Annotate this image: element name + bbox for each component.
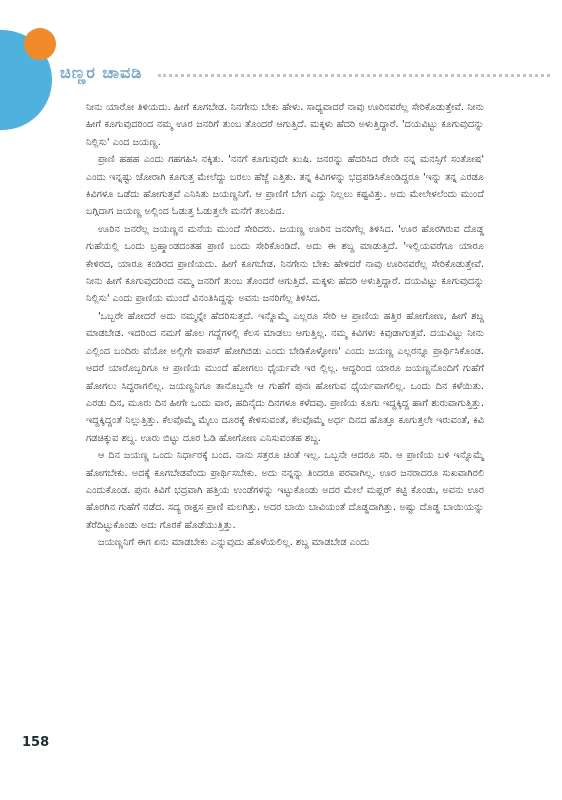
paragraph: ನೀನು ಯಾರೋ ತಿಳಿಯದು. ಹೀಗೆ ಕೂಗಬೇಡ. ನಿನಗೇನು ಬೇಕು ಹೇಳು. ಸಾಧ್ಯವಾದರೆ ನಾವು ಊರಿನವರೆಲ್ಲ ಸೇರಿಕೊಡುತ್ತೇವೆ. ನೀನು ಹೀಗೆ ಕೂಗುವುದರಿಂದ ನಮ್ಮ ಊರ ಜನರಿಗೆ ತುಂಬ ತೊಂದರೆ ಆಗುತ್ತಿದೆ. ಮಕ್ಕಳು ಹೆದರಿ ಅಳುತ್ತಿದ್ದಾರೆ. 'ದಯವಿಟ್ಟು ಕೂಗುವುದನ್ನು ನಿಲ್ಲಿಸು' ಎಂದ ಜಯಣ್ಣ. xyxy=(86,102,484,148)
story-text xyxy=(86,99,484,552)
paragraph: ಪ್ರಾಣಿ ಹಹಹ ಎಂದು ಗಹಗಹಿಸಿ ನಕ್ಕಿತು. 'ನನಗೆ ಕೂಗುವುದೇ ಖುಷಿ. ಜನರನ್ನು ಹೆದರಿಸಿದ ರೇನೇ ನನ್ನ ಮನಸ್ಸಿಗೆ ಸಂತೋಷ' ಎಂದು ಇನ್ನಷ್ಟು ಜೋರಾಗಿ ಕೂಗುತ್ತ ಮೇಲೆದ್ದು ಬರಲು ಹೆಜ್ಜೆ ಎತ್ತಿತು. ತನ್ನ ಕಿವಿಗಳನ್ನು ಭದ್ರಪಡಿಸಿಕೊಂಡಿದ್ದರೂ 'ಇನ್ನು ತನ್ನ ಎರಡೂ ಕಿವಿಗಳೂ ಒಡೆದು ಹೋಗುತ್ತವೆ ಎನಿಸಿತು ಜಯಣ್ಣನಿಗೆ. ಆ ಪ್ರಾಣಿಗೆ ಬೇಗ ಎದ್ದು ನಿಲ್ಲಲು ಕಷ್ಟವಿತ್ತು. ಅದು ಮೇಲೇಳಲೆಂದು ಮುಂದೆ ಬಗ್ಗಿದಾಗ ಜಯಣ್ಣ ಅಲ್ಲಿಂದ ಓಡುತ್ತ ಓಡುತ್ತಲೇ ಮನೆಗೆ ತಲುಪಿದ. xyxy=(86,154,484,218)
paragraph: 'ಒಬ್ಬರೇ ಹೋದರೆ ಅದು ನಮ್ಮನ್ನೇ ಹೆದರಿಸುತ್ತದೆ. ಇನ್ನೊಮ್ಮೆ ಎಲ್ಲರೂ ಸೇರಿ ಆ ಪ್ರಾಣಿಯ ಹತ್ತಿರ ಹೋಗೋಣ, ಹೀಗೆ ಶಬ್ದ ಮಾಡಬೇಡ. ಇದರಿಂದ ನಮಗೆ ಹೊಲ ಗದ್ದೆಗಳಲ್ಲಿ ಕೆಲಸ ಮಾಡಲು ಆಗುತ್ತಿಲ್ಲ. ನಮ್ಮ ಕಿವಿಗಳು ಕಿವುಡಾಗುತ್ತವೆ. ದಯವಿಟ್ಟು ನೀನು ಎಲ್ಲಿಂದ ಬಂದಿರು ವೆಯೋ ಅಲ್ಲಿಗೇ ವಾಪಸ್ ಹೋಗಿಬಿಡು ಎಂದು ಬೇಡಿಕೊಳ್ಳೋಣ' ಎಂದು ಜಯಣ್ಣ ಎಲ್ಲರನ್ನೂ ಪ್ರಾರ್ಥಿಸಿಕೊಂಡ. ಆದರೆ ಯಾರೊಬ್ಬರಿಗೂ ಆ ಪ್ರಾಣಿಯ ಮುಂದೆ ಹೋಗಲು ಧೈರ್ಯವೇ ಇರ ಲ್ಲಿಲ್ಲ. ಆದ್ದರಿಂದ ಯಾರೂ ಜಯಣ್ಣನೊಂದಿಗೆ ಗುಹೆಗೆ ಹೋಗಲು ಸಿದ್ಧರಾಗಲಿಲ್ಲ. ಜಯಣ್ಣನಿಗೂ ತಾನೊಬ್ಬನೇ ಆ ಗುಹೆಗೆ ಪುನಃ ಹೋಗುವ ಧೈರ್ಯವಾಗಲಿಲ್ಲ. ಒಂದು ದಿನ ಕಳೆಯಿತು. ಎರಡು ದಿನ, ಮೂರು ದಿನ ಹೀಗೇ ಒಂದು ವಾರ, ಹದಿನೈದು ದಿನಗಳೂ ಕಳೆದವು. ಪ್ರಾಣಿಯ ಕೂಗು ಇದ್ದಕ್ಕಿದ್ದ ಹಾಗೆ ಶುರುವಾಗುತ್ತಿತ್ತು. ಇದ್ದಕ್ಕಿದ್ದಂತೆ ನಿಲ್ಲುತ್ತಿತ್ತು. ಕೆಲವೊಮ್ಮೆ ಮೈಲು ದೂರಕ್ಕೆ ಕೇಳಿಸುವಂತೆ, ಕೆಲವೊಮ್ಮೆ ಅರ್ಧ ದಿನದ ಹೊತ್ತೂ ಕೂಗುತ್ತಲೇ ಇರುವಂತೆ, ಕಿವಿ ಗಡಚಿಕ್ಕುವ ಶಬ್ದ. ಊರು ಬಿಟ್ಟು ದೂರ ಓಡಿ ಹೋಗೋಣ ಎನಿಸುವಂತಹ ಶಬ್ದ. xyxy=(86,310,484,444)
paragraph: ಜಯಣ್ಣನಿಗೆ ಈಗ ಏನು ಮಾಡಬೇಕು ಎನ್ನುವುದು ಹೊಳೆಯಲಿಲ್ಲ. ಶಬ್ದ ಮಾಡಬೇಡ ಎಂದು xyxy=(98,537,370,549)
page-number: 158 xyxy=(22,735,50,750)
paragraph: ಊರಿನ ಜನರೆಲ್ಲ ಜಯಣ್ಣನ ಮನೆಯ ಮುಂದೆ ಸೇರಿದರು. ಜಯಣ್ಣ ಊರಿನ ಜನರಿಗೆಲ್ಲ ತಿಳಿಸಿದ. 'ಊರ ಹೊರಗಿರುವ ದೊಡ್ಡ ಗುಹೆಯಲ್ಲಿ ಒಂದು ಬ್ರಹ್ಮಾಂಡದಂತಹ ಪ್ರಾಣಿ ಬಂದು ಸೇರಿಕೊಂಡಿದೆ. ಅದು ಈ ಶಬ್ದ ಮಾಡುತ್ತಿದೆ. 'ಇಲ್ಲಿಯವರೆಗೂ ಯಾರೂ ಕೇಳಿರದ, ಯಾರೂ ಕಂಡಿರದ ಪ್ರಾಣಿಯದು. ಹೀಗೆ ಕೂಗಬೇಡ. ನಿನಗೇನು ಬೇಕು ಹೇಳಿದರೆ ನಾವು ಊರಿನವರೆಲ್ಲ ಸೇರಿಕೊಡುತ್ತೇವೆ. ನೀನು ಹೀಗೆ ಕೂಗುವುದರಿಂದ ನಮ್ಮ ಜನರಿಗೆ ತುಂಬ ತೊಂದರೆ ಆಗುತ್ತಿದೆ. ಮಕ್ಕಳು ಹೆದರಿ ಅಳುತ್ತಿದ್ದಾರೆ. ದಯವಿಟ್ಟು ಕೂಗುವುದನ್ನು ನಿಲ್ಲಿಸು' ಎಂದು ಪ್ರಾಣಿಯ ಮುಂದೆ ವಿನಂತಿಸಿದ್ದನ್ನು ಅವನು ಜನರಿಗೆಲ್ಲ ತಿಳಿಸಿದ. xyxy=(86,223,484,305)
section-title: ಚಿಣ್ಣರ ಚಾವಡಿ xyxy=(60,63,143,82)
paragraph: ಆ ದಿನ ಜಯಣ್ಣ ಒಂದು ನಿರ್ಧಾರಕ್ಕೆ ಬಂದ. ನಾನು ಸತ್ತರೂ ಚಿಂತೆ ಇಲ್ಲ. ಒಬ್ಬನೇ ಆದರೂ ಸರಿ. ಆ ಪ್ರಾಣಿಯ ಬಳಿ ಇನ್ನೊಮ್ಮೆ ಹೋಗಬೇಕು. ಅದಕ್ಕೆ ಕೂಗಬೇಡವೆಂದು ಪ್ರಾರ್ಥಿಸಬೇಕು. ಅದು ನನ್ನನ್ನು ತಿಂದರೂ ಪರವಾಗಿಲ್ಲ. ಊರ ಜನರಾದರೂ ಸುಖವಾಗಿರಲಿ ಎಂದುಕೊಂಡ. ಪುನಃ ಕಿವಿಗೆ ಭದ್ರವಾಗಿ ಹತ್ತಿಯ ಉಂಡೆಗಳನ್ನು ಇಟ್ಟುಕೊಂಡು ಅದರ ಮೇಲೆ ಮಫ್ಲರ್ ಕಟ್ಟಿ ಕೊಂಡು, ಅವನು ಊರ ಹೊರಗಿನ ಗುಹೆಗೆ ನಡೆದ. ಸದ್ಯ ರಾಕ್ಷಸ ಪ್ರಾಣಿ ಮಲಗಿತ್ತು. ಅದರ ಬಾಯಿ ಬಾವಿಯಂತೆ ದೊಡ್ಡದಾಗಿತ್ತು. ಅಷ್ಟು ದೊಡ್ಡ ಬಾಯಿಯನ್ನು ತೆರೆದಿಟ್ಟುಕೊಂಡು ಅದು ಗೊರಕೆ ಹೊಡೆಯುತ್ತಿತ್ತು. xyxy=(86,450,484,531)
decorative-orange-circle xyxy=(24,28,56,60)
header-dotted-rule xyxy=(158,74,550,77)
